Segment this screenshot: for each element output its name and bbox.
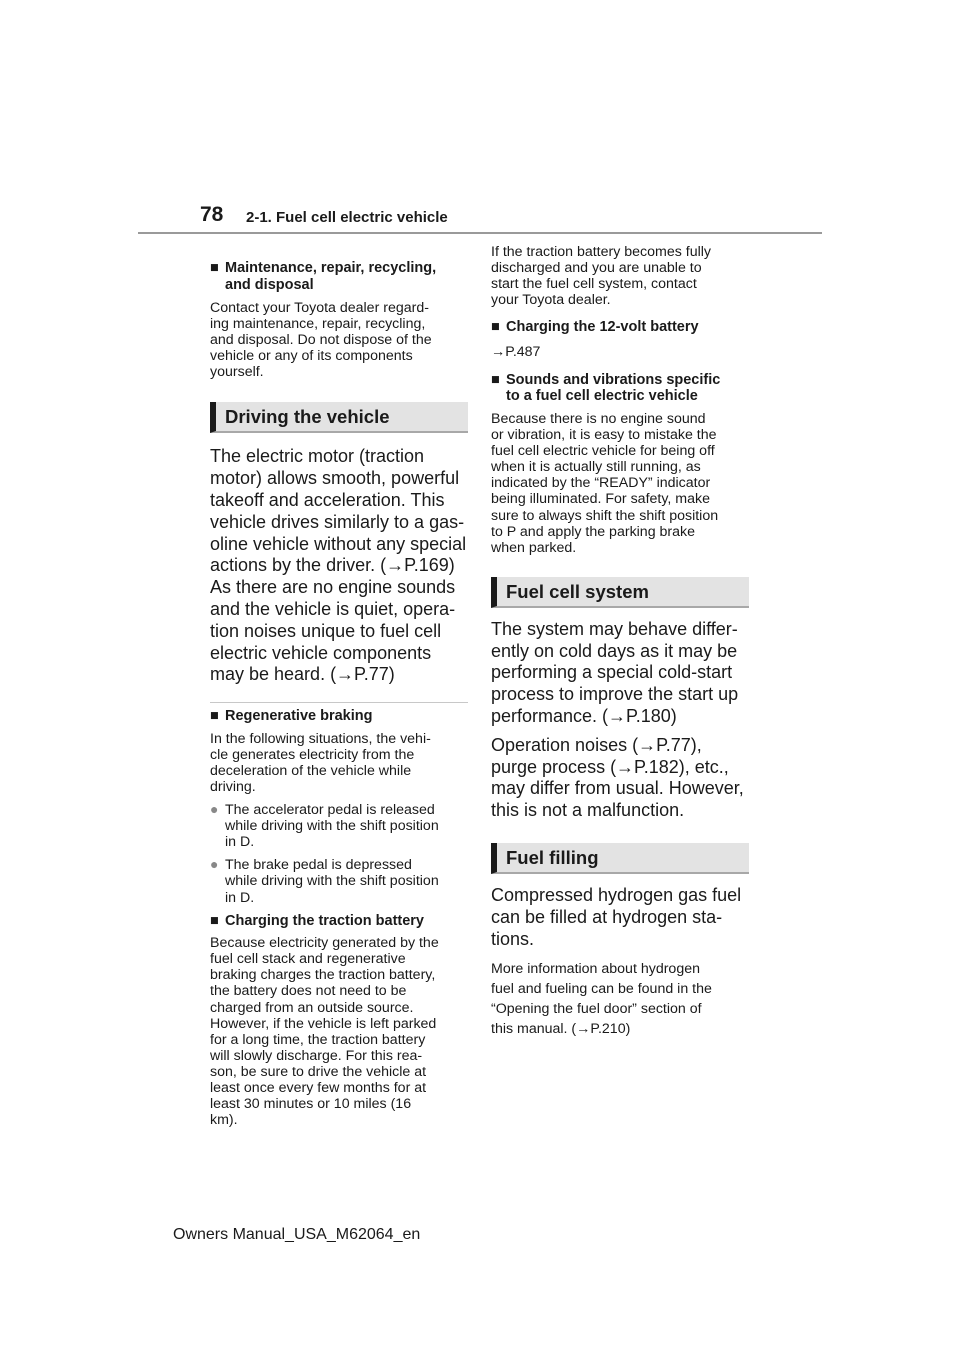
discharged-text: If the traction battery becomes fully discharged and you are unable to start the fuel cell system, contact your Toyota dealer.	[491, 244, 712, 309]
page-number: 78	[200, 203, 224, 226]
fuel-cell-noise-text: Operation noises (→P.77), purge process (→P.182), etc., may differ from usual. However, this is not a malfunction.	[491, 734, 744, 821]
square-bullet-icon: ■	[210, 708, 219, 725]
section-box-fuel-cell: Fuel cell system	[491, 577, 749, 608]
list-item: ● The brake pedal is depressed while driving with the shift position in D.	[210, 856, 439, 906]
circle-bullet-icon: ●	[210, 856, 219, 873]
regenerative-text: In the following situations, the vehi- cle generates electricity from the deceleration of the vehicle while driving.	[210, 730, 431, 796]
footer-text: Owners Manual_USA_M62064_en	[173, 1226, 421, 1243]
list-item: ● The accelerator pedal is released while driving with the shift position in D.	[210, 801, 439, 851]
sounds-text: Because there is no engine sound or vibration, it is easy to mistake the fuel cell electric vehicle for being off when it is actually still running, as indicated by the “READY” indicator being illuminated. For safety, make sure to always shift the shift position to P and apply the parking brake when parked.	[491, 410, 719, 556]
right-column	[491, 240, 749, 1039]
fuel-filling-text: Compressed hydrogen gas fuel can be filled at hydrogen sta- tions.	[491, 884, 742, 949]
page-header	[0, 0, 960, 240]
fuel-cell-text: The system may behave differ- ently on cold days as it may be performing a special cold-start process to improve the start up performance. (→P.180)	[491, 618, 739, 726]
section-box-driving: Driving the vehicle	[210, 402, 468, 433]
header-divider	[138, 232, 822, 234]
section-box-fuel-filling: Fuel filling	[491, 843, 749, 874]
subheading-sounds: ■ Sounds and vibrations specific to a fuel cell electric vehicle	[491, 371, 721, 405]
maintenance-text: Contact your Toyota dealer regard- ing maintenance, repair, recycling, and disposal. Do not dispose of the vehicle or any of its components yourself.	[210, 300, 432, 381]
page-reference-link[interactable]: →P.487	[491, 343, 541, 360]
subheading-charging-traction: ■ Charging the traction battery	[210, 912, 424, 929]
square-bullet-icon: ■	[491, 371, 500, 388]
charging-traction-text: Because electricity generated by the fuel cell stack and regenerative braking charges the traction battery, the battery does not need to be charged from an outside source. However, if the vehicle is left parked for a long time, the traction battery will slowly discharge. For this rea- son, be sure to drive the vehicle at least once every few months for at least 30 minutes or 10 miles (16 km).	[210, 935, 439, 1129]
square-bullet-icon: ■	[210, 912, 219, 929]
driving-text: The electric motor (traction motor) allows smooth, powerful takeoff and acceleration. This vehicle drives similarly to a gas- oline vehicle without any special actions by the driver. (→P.169) As there are no engine sounds and the vehicle is quiet, opera- tion noises unique to fuel cell electric vehicle components may be heard. (→P.77)	[210, 446, 467, 685]
subheading-maintenance: ■ Maintenance, repair, recycling, and disposal	[210, 260, 437, 293]
left-column	[210, 240, 468, 1128]
subheading-regenerative: ■ Regenerative braking	[210, 708, 373, 725]
section-title: 2-1. Fuel cell electric vehicle	[246, 209, 448, 226]
square-bullet-icon: ■	[210, 260, 219, 276]
square-bullet-icon: ■	[491, 319, 500, 336]
fuel-filling-info-text: More information about hydrogen fuel and fueling can be found in the “Opening the fuel door” section of this manual. (→P.210)	[491, 961, 712, 1038]
subheading-charging-12v: ■ Charging the 12-volt battery	[491, 319, 699, 336]
circle-bullet-icon: ●	[210, 801, 219, 818]
